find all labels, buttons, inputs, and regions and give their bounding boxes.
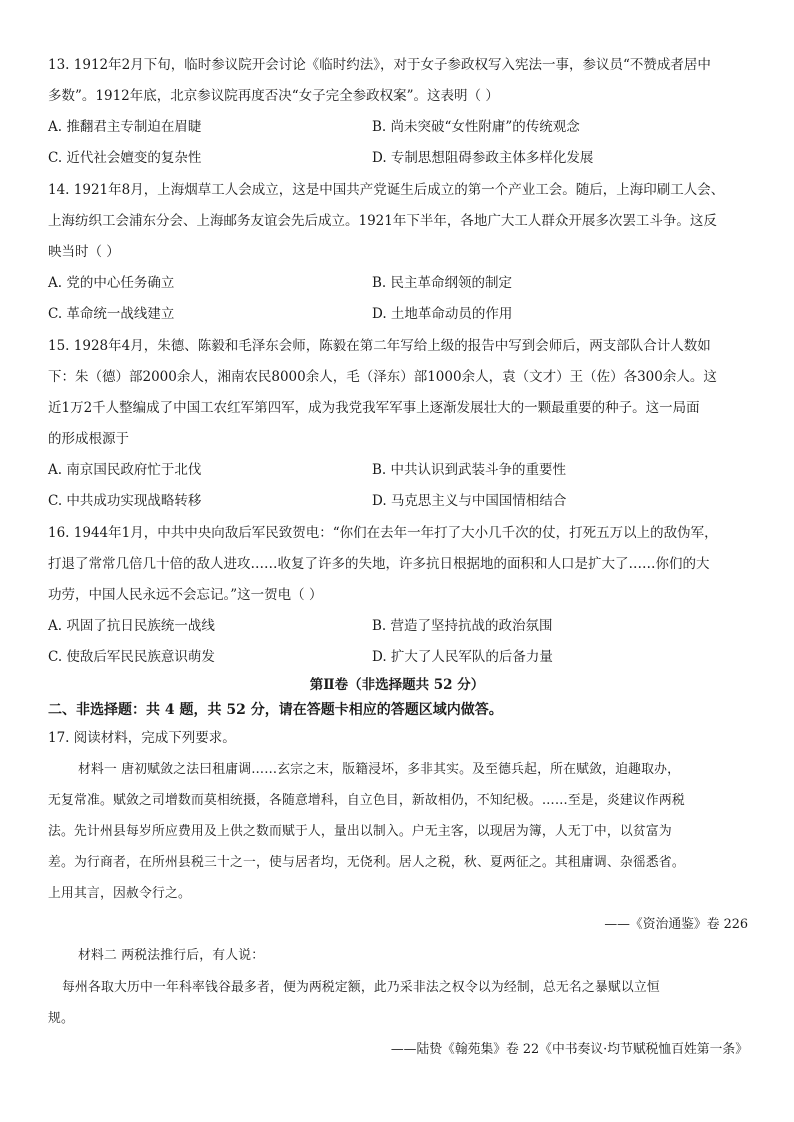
q15-option-a: A. 南京国民政府忙于北伐 bbox=[48, 462, 202, 478]
part2-heading: 二、非选择题：共 4 题，共 52 分，请在答题卡相应的答题区域内做答。 bbox=[48, 702, 503, 718]
material1-line3: 法。先计州县每岁所应费用及上供之数而赋于人，量出以制入。户无主客，以现居为簿，人无丁中，以贫富为 bbox=[48, 824, 672, 839]
q14-option-d: D. 土地革命动员的作用 bbox=[372, 306, 513, 322]
q15-stem-line3: 近1万2千人整编成了中国工农红军第四军，成为我党我军军事上逐渐发展壮大的一颗最重要的种子。这一局面 bbox=[48, 400, 700, 416]
material1-source: ——《资治通鉴》卷 226 bbox=[604, 917, 748, 932]
q13-stem-line2: 多数”。1912年底，北京参议院再度否决“女子完全参政权案”。这表明（ ） bbox=[48, 88, 499, 104]
q16-stem-line3: 功劳，中国人民永远不会忘记。”这一贺电（ ） bbox=[48, 587, 323, 603]
q16-stem-line1: 16. 1944年1月，中共中央向敌后军民致贺电：“你们在去年一年打了大小几千次的仗，打死五万以上的敌伪军， bbox=[48, 525, 718, 541]
q15-option-b: B. 中共认识到武装斗争的重要性 bbox=[372, 462, 567, 478]
q15-stem-line4: 的形成根源于 bbox=[48, 431, 129, 447]
material2-source: ——陆贽《翰苑集》卷 22《中书奏议·均节赋税恤百姓第一条》 bbox=[390, 1042, 748, 1057]
q13-stem-line1: 13. 1912年2月下旬，临时参议院开会讨论《临时约法》，对于女子参政权写入宪法一事，参议员“不赞成者居中 bbox=[48, 57, 711, 73]
q16-stem-line2: 打退了常常几倍几十倍的敌人进攻……收复了许多的失地，许多抗日根据地的面积和人口是扩大了……你们的大 bbox=[48, 556, 710, 572]
q13-option-b: B. 尚未突破“女性附庸”的传统观念 bbox=[372, 119, 580, 135]
q15-stem-line1: 15. 1928年4月，朱德、陈毅和毛泽东会师，陈毅在第二年写给上级的报告中写到会师后，两支部队合计人数如 bbox=[48, 338, 711, 354]
material1-line4: 差。为行商者，在所州县税三十之一，使与居者均，无侥利。居人之税，秋、夏两征之。其租庸调、杂徭悉省。 bbox=[48, 855, 685, 870]
q16-option-c: C. 使敌后军民民族意识萌发 bbox=[48, 649, 215, 665]
q14-stem-line2: 上海纺织工会浦东分会、上海邮务友谊会先后成立。1921年下半年，各地广大工人群众开展多次罢工斗争。这反 bbox=[48, 213, 717, 229]
q14-stem-line1: 14. 1921年8月，上海烟草工人会成立，这是中国共产党诞生后成立的第一个产业工会。随后，上海印刷工人会、 bbox=[48, 182, 725, 198]
material2-quote-line1: 每州各取大历中一年科率钱谷最多者，便为两税定额，此乃采非法之权令以为经制，总无名之暴赋以立恒 bbox=[62, 980, 660, 995]
q16-option-a: A. 巩固了抗日民族统一战线 bbox=[48, 618, 215, 634]
q14-stem-line3: 映当时（ ） bbox=[48, 244, 120, 260]
q13-option-d: D. 专制思想阻碍参政主体多样化发展 bbox=[372, 150, 594, 166]
material2-quote-line2: 规。 bbox=[48, 1011, 74, 1026]
q16-option-d: D. 扩大了人民军队的后备力量 bbox=[372, 649, 553, 665]
q17-stem: 17. 阅读材料，完成下列要求。 bbox=[48, 730, 236, 746]
material2-line1: 材料二 两税法推行后，有人说： bbox=[78, 948, 265, 963]
material1-line2: 无复常准。赋敛之司增数而莫相统摄，各随意增科，自立色目，新故相仍，不知纪极。……至是，炎建议作两税 bbox=[48, 793, 685, 808]
q13-option-a: A. 推翻君主专制迫在眉睫 bbox=[48, 119, 202, 135]
q14-option-b: B. 民主革命纲领的制定 bbox=[372, 275, 513, 291]
q14-option-c: C. 革命统一战线建立 bbox=[48, 306, 175, 322]
q13-option-c: C. 近代社会嬗变的复杂性 bbox=[48, 150, 202, 166]
q15-stem-line2: 下：朱（德）部2000余人，湘南农民8000余人，毛（泽东）部1000余人，袁（文才）王（佐）各300余人。这 bbox=[48, 369, 717, 385]
q15-option-d: D. 马克思主义与中国国情相结合 bbox=[372, 493, 567, 509]
q15-option-c: C. 中共成功实现战略转移 bbox=[48, 493, 202, 509]
q14-option-a: A. 党的中心任务确立 bbox=[48, 275, 175, 291]
q16-option-b: B. 营造了坚持抗战的政治氛围 bbox=[372, 618, 553, 634]
material1-line1: 材料一 唐初赋敛之法曰租庸调……玄宗之末，版籍浸坏，多非其实。及至德兵起，所在赋敛，迫趣取办， bbox=[78, 762, 681, 777]
part2-title: 第Ⅱ卷（非选择题共 52 分） bbox=[309, 677, 485, 693]
material1-line5: 上用其言，因赦令行之。 bbox=[48, 886, 191, 901]
